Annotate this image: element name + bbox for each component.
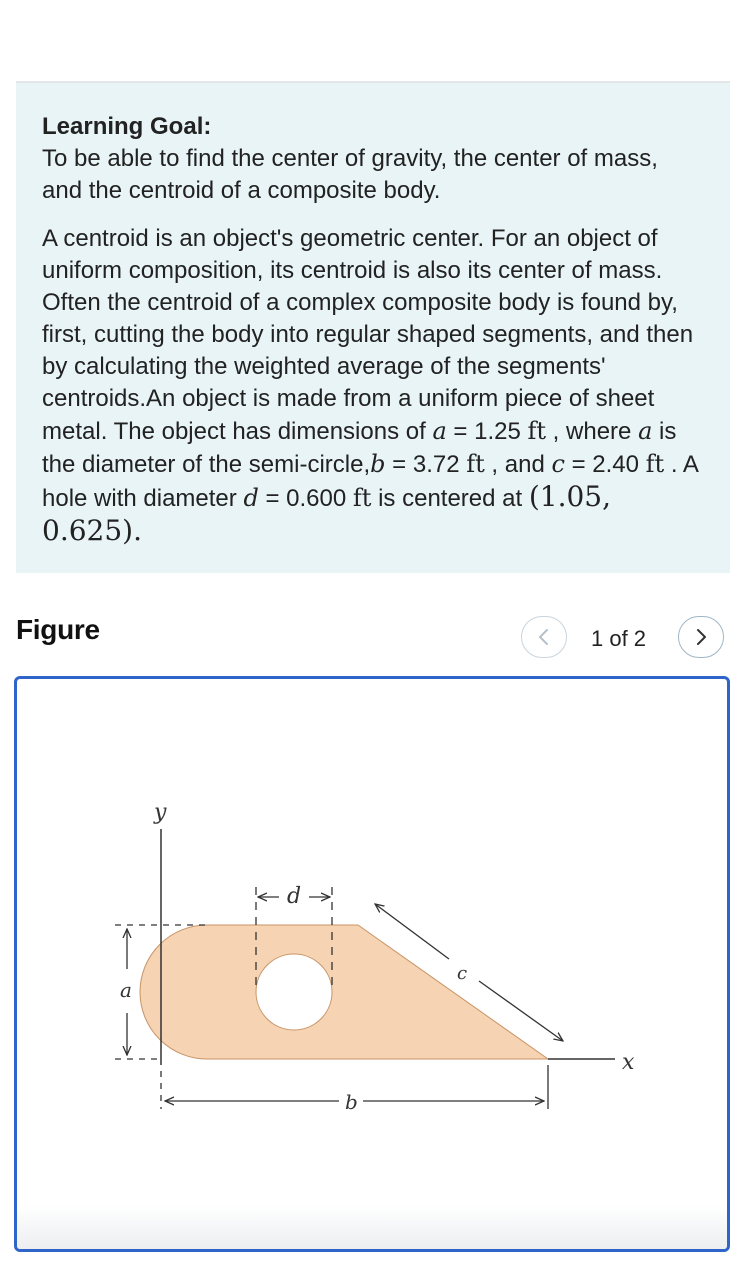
learning-goal-panel — [16, 83, 730, 573]
eq-c: = 2.40 — [564, 451, 646, 478]
learning-goal-text: To be able to find the center of gravity, the center of mass, and the centroid of a composite body. — [42, 145, 658, 204]
dimension-b-label: b — [345, 1090, 358, 1114]
end-period: . — [133, 514, 142, 547]
unit-b: ft — [466, 450, 485, 478]
hole — [256, 954, 332, 1030]
figure-panel — [14, 676, 730, 1252]
y-axis-label: y — [154, 800, 167, 825]
next-figure-button[interactable] — [678, 616, 724, 658]
learning-goal-title: Learning Goal: — [42, 113, 212, 140]
dimension-d-label: d — [287, 884, 302, 909]
centered-text: is centered at — [371, 485, 529, 512]
x-axis-label: x — [622, 1050, 635, 1075]
figure-header — [16, 612, 730, 662]
problem-paragraph: A centroid is an object's geometric center. For an object of uniform composition, its centroid is also its center of mass. Often the centroid of a complex composite body is found by, first, cutting the body into regular shaped segments, and then by calculating the weighted average of the segments' centroids.An object is made from a uniform piece of sheet metal. The object has dimensions of — [42, 225, 694, 445]
composite-shape — [140, 925, 548, 1059]
problem-statement — [42, 223, 704, 549]
var-a-ref: a — [638, 417, 653, 445]
var-b: b — [370, 450, 386, 478]
semi-text: is the diameter of the semi-circle, — [42, 418, 677, 478]
where-text: , where — [546, 418, 639, 445]
and-text: , and — [484, 451, 552, 478]
chevron-right-icon — [694, 628, 708, 646]
hole-coordinates: (1.05, 0.625) — [42, 480, 612, 547]
unit-c: ft — [645, 450, 665, 478]
var-c: c — [551, 450, 565, 478]
eq-b: = 3.72 — [385, 451, 467, 478]
figure-title: Figure — [16, 614, 100, 645]
eq-d: = 0.600 — [258, 485, 353, 512]
hole-text: . A hole with diameter — [42, 451, 698, 512]
var-a: a — [432, 417, 447, 445]
composite-body-diagram — [17, 679, 727, 1249]
eq-a: = 1.25 — [446, 418, 528, 445]
dimension-c-label: c — [457, 963, 468, 984]
previous-figure-button[interactable] — [521, 616, 567, 658]
figure-bottom-fade — [17, 1205, 727, 1249]
var-d: d — [243, 484, 259, 512]
figure-page-indicator: 1 of 2 — [591, 626, 647, 651]
unit-d: ft — [352, 484, 372, 512]
unit-a: ft — [527, 417, 547, 445]
chevron-left-icon — [537, 628, 551, 646]
dimension-a-label: a — [120, 978, 132, 1002]
